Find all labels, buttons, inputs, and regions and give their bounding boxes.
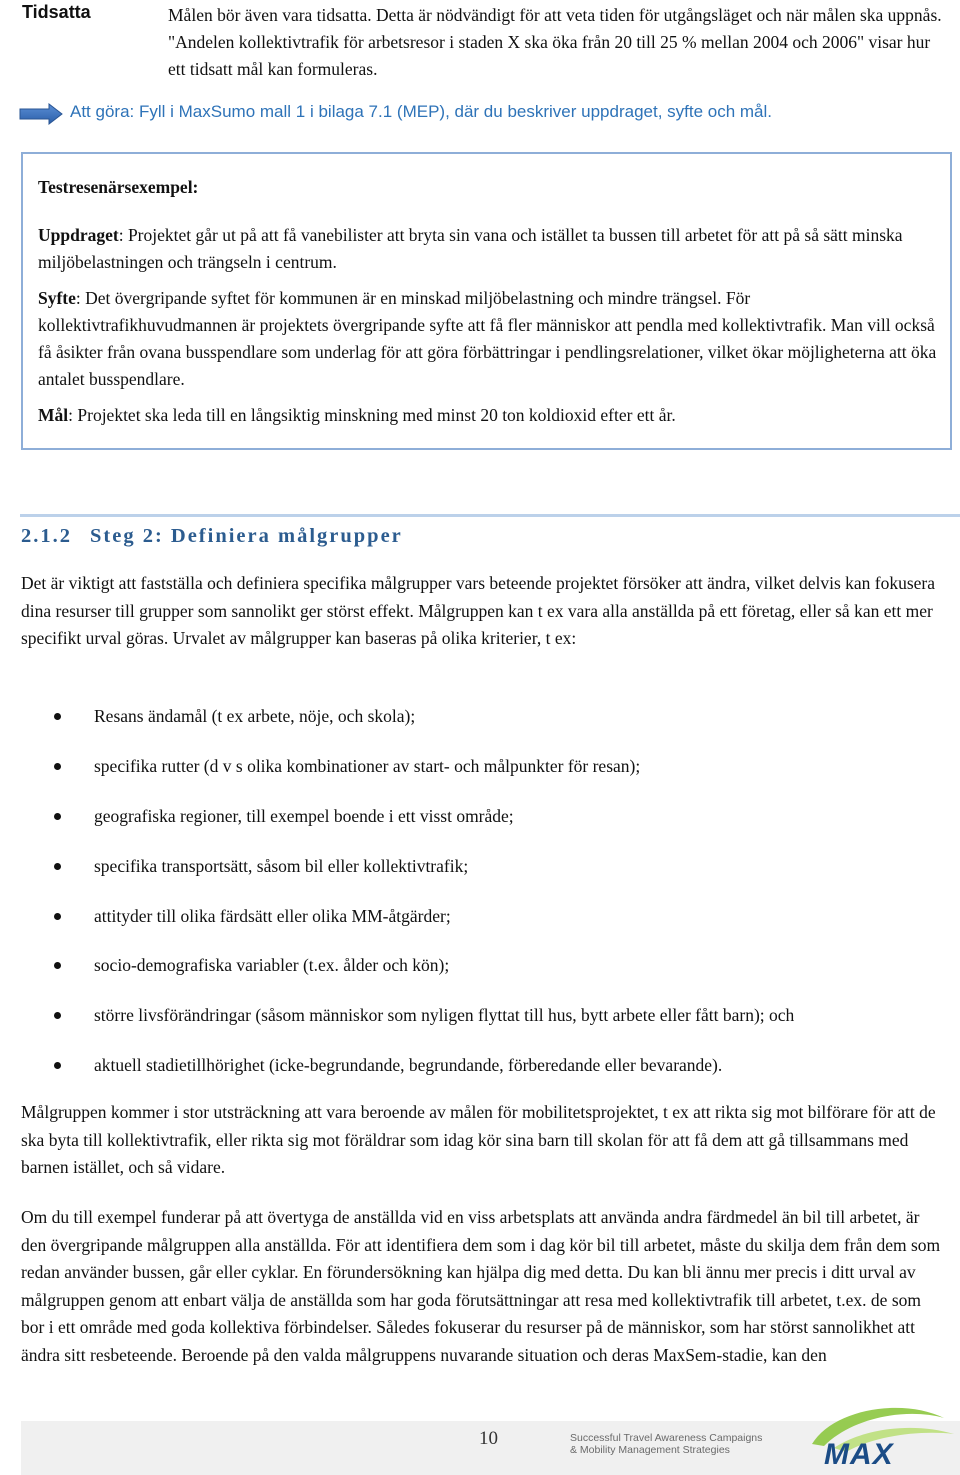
- section-title: Steg 2: Definiera målgrupper: [90, 525, 403, 547]
- uppdraget-text: : Projektet går ut på att få vanebilister att bryta sin vana och istället ta bussen till arbetet för att på så sätt minska miljöbelastningen och trängseln i centrum.: [38, 225, 903, 272]
- example-mal: [38, 402, 943, 429]
- bullet-icon: [54, 813, 61, 820]
- bullet-icon: [54, 1012, 61, 1019]
- uppdraget-label: Uppdraget: [38, 225, 119, 245]
- list-item: attityder till olika färdsätt eller olika MM-åtgärder;: [50, 903, 950, 953]
- bullet-icon: [54, 763, 61, 770]
- criteria-list: [50, 703, 950, 1102]
- syfte-label: Syfte: [38, 288, 76, 308]
- arrow-right-icon: [19, 103, 63, 125]
- page-number: 10: [479, 1428, 498, 1449]
- syfte-text: : Det övergripande syftet för kommunen är en minskad miljöbelastning och mindre trängsel. För kollektivtrafikhuvudmannen är projektets övergripande syfte att få fler människor att pendla med kollektivtrafik. Man vill också få åsikter från ovana busspendlare som underlag för att göra förbättringar i pendlingsrelationer, vilket ökar möjligheterna att öka antalet busspendlare.: [38, 288, 937, 389]
- tagline-line-2: & Mobility Management Strategies: [570, 1444, 730, 1456]
- list-item: specifika transportsätt, såsom bil eller kollektivtrafik;: [50, 853, 950, 903]
- example-heading: Testresenärsexempel:: [38, 177, 199, 197]
- example-uppdraget: [38, 222, 943, 276]
- max-logo: [794, 1404, 960, 1474]
- example-box: [21, 152, 952, 450]
- list-item: specifika rutter (d v s olika kombinationer av start- och målpunkter för resan);: [50, 753, 950, 803]
- example-syfte: [38, 285, 943, 393]
- intro-paragraph: Det är viktigt att fastställa och definiera specifika målgrupper vars beteende projektet försöker att ändra, vilket delvis kan fokusera dina resurser till grupper som sannolikt ger störst effekt. Målgruppen kan t ex vara alla anställda på ett företag, eller så kan ett mer specifikt urval göras. Urvalet av målgrupper kan baseras på olika kriterier, t ex:: [21, 573, 936, 649]
- logo-text: MAX: [824, 1438, 894, 1471]
- paragraph-target-group: Målgruppen kommer i stor utsträckning att vara beroende av målen för mobilitetsprojektet, t ex att rikta sig mot bilförare för att de ska byta till kollektivtrafik, eller rikta sig mot föräldrar som idag kör sina barn till skolan för att få dem att gå tillsammans med barnen istället, och så vidare.: [21, 1102, 936, 1178]
- bullet-icon: [54, 713, 61, 720]
- list-item: aktuell stadietillhörighet (icke-begrundande, begrundande, förberedande eller bevarande).: [50, 1052, 950, 1102]
- paragraph-example: Om du till exempel funderar på att övertyga de anställda vid en viss arbetsplats att använda andra färdmedel än bil till arbetet, är den övergripande målgruppen alla anställda. För att identifiera dem som i dag kör bil till arbetet, måste du skilja dem från dem som redan använder bussen, går eller cyklar. En förundersökning kan hjälpa dig med detta. Du kan bli ännu mer precis i ditt urval av målgruppen genom att enbart välja de anställda som har goda förutsättningar att resa med kollektivtrafik till arbetet, t.ex. de som bor i ett område med goda kollektiva förbindelser. Således fokuserar du resurser på de människor, som har störst sannolikhet att ändra sitt resbeteende. Beroende på den valda målgruppens nuvarande situation och deras MaxSem-stadie, kan den: [21, 1207, 941, 1365]
- mal-label: Mål: [38, 405, 69, 425]
- bullet-icon: [54, 863, 61, 870]
- section-rule: [20, 514, 960, 517]
- section-number: 2.1.2: [21, 525, 72, 547]
- tidsatta-label: Tidsatta: [22, 2, 91, 22]
- section-heading: [21, 525, 403, 548]
- list-item: större livsförändringar (såsom människor som nyligen flyttat till hus, bytt arbete eller fått barn); och: [50, 1002, 950, 1052]
- bullet-icon: [54, 1062, 61, 1069]
- list-item: geografiska regioner, till exempel boende i ett visst område;: [50, 803, 950, 853]
- todo-instruction: Att göra: Fyll i MaxSumo mall 1 i bilaga 7.1 (MEP), där du beskriver uppdraget, syfte och mål.: [70, 102, 773, 121]
- list-item: Resans ändamål (t ex arbete, nöje, och skola);: [50, 703, 950, 753]
- bullet-icon: [54, 913, 61, 920]
- bullet-icon: [54, 962, 61, 969]
- mal-text: : Projektet ska leda till en långsiktig minskning med minst 20 ton koldioxid efter ett år.: [68, 405, 676, 425]
- footer-tagline: [570, 1432, 762, 1456]
- tidsatta-text: Målen bör även vara tidsatta. Detta är nödvändigt för att veta tiden för utgångsläget och när målen ska uppnås. "Andelen kollektivtrafik för arbetsresor i staden X ska öka från 20 till 25 % mellan 2004 och 2006" visar hur ett tidsatt mål kan formuleras.: [168, 5, 942, 79]
- tagline-line-1: Successful Travel Awareness Campaigns: [570, 1432, 763, 1444]
- list-item: socio-demografiska variabler (t.ex. ålder och kön);: [50, 952, 950, 1002]
